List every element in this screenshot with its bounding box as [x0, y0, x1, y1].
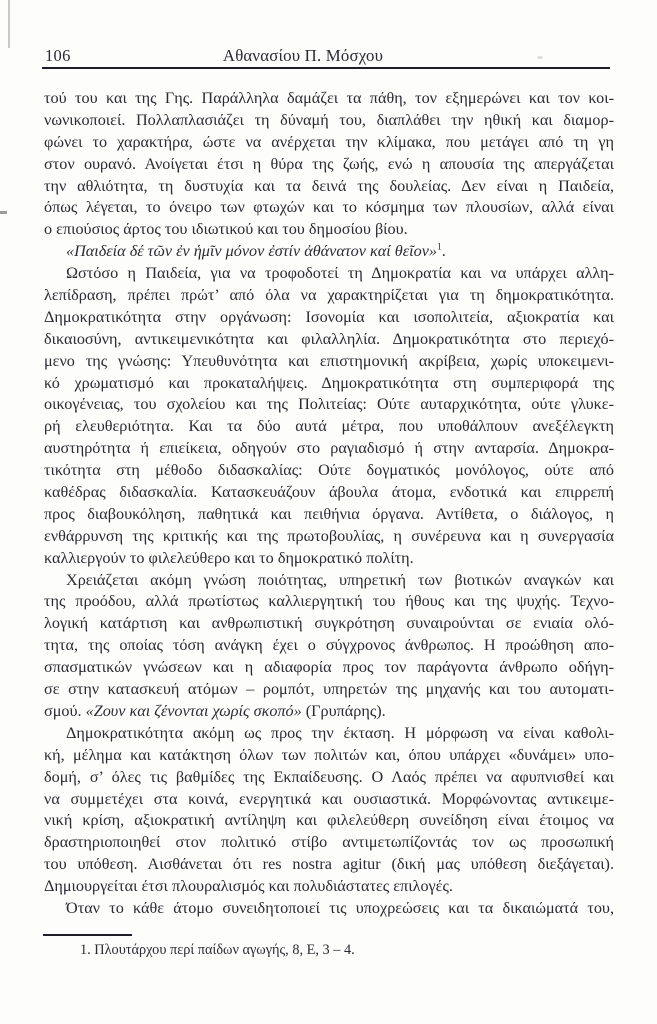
text-line: όπως λέγεται, το όνειρο των φτωχών και το κόσμημα των πλουσίων, αλλά είναι	[44, 198, 614, 217]
footnote: 1. Πλουτάρχου περί παίδων αγωγής, 8, Ε, 3 – 4.	[80, 942, 355, 958]
text-line: Ωστόσο η Παιδεία, για να τροφοδοτεί τη Δημοκρατία και να υπάρχει αλλη-	[66, 264, 614, 283]
text-line: προς διαβουκόληση, παθητικά και πειθήνια όργανα. Αντίθετα, ο διάλογος, η	[44, 504, 614, 523]
text-line: ο επιούσιος άρτος του ιδιωτικού και του δημοσίου βίου.	[44, 220, 408, 239]
text-line: δραστηριοποιηθεί στον πολιτικό στίβο αντιμετωπίζοντάς τον ως προσωπική	[44, 833, 614, 852]
text-line: λογική κατάρτιση και ανθρωπιστική συγκρότηση συναιρούνται σε ενιαία ολό-	[44, 614, 614, 633]
text-line: τητα, της οποίας τόση ανάγκη έχει ο σύγχρονος άνθρωπος. Η προώθηση απο-	[44, 636, 614, 655]
text-line: «Παιδεία δέ τῶν ἐν ἡμῖν μόνον ἐστίν ἀθάνατον καί θεῖον»$^1$.	[66, 242, 446, 261]
text-line: Όταν το κάθε άτομο συνειδητοποιεί τις υποχρεώσεις και τα δικαιώματά του,	[66, 898, 614, 917]
header-rule	[42, 67, 610, 69]
text-line: νική κρίση, αξιοκρατική αντίληψη και φιλελεύθερη συνείδηση είναι έτοιμος να	[44, 811, 614, 830]
text-line: Χρειάζεται ακόμη γνώση ποιότητας, υπηρετική των βιοτικών αναγκών και	[66, 570, 614, 589]
text-line: Δημιουργείται έτσι πλουραλισμός και πολυδιάστατες επιλογές.	[44, 877, 453, 896]
footnote-rule	[43, 934, 132, 936]
text-line: μενο της γνώσης: Υπευθυνότητα και επιστημονική ακρίβεια, χωρίς υποκειμενι-	[44, 351, 614, 370]
body-text	[44, 88, 614, 920]
text-line: στον ουρανό. Ανοίγεται έτσι η θύρα της ζωής, ενώ η απουσία της απεργάζεται	[44, 154, 614, 173]
text-line: σπασματικών γνώσεων και η αδιαφορία προς τον παράγοντα άνθρωπο οδήγη-	[44, 658, 614, 677]
text-line: Δημοκρατικότητα στην οργάνωση: Ισονομία και ισοπολιτεία, αξιοκρατία και	[44, 307, 614, 326]
scan-artifact-line	[8, 0, 10, 48]
text-line: σε στην κατασκευή ατόμων – ρομπότ, υπηρετών της μηχανής και του αυτοματι-	[44, 680, 614, 699]
text-line: του υπόθεση. Αισθάνεται ότι res nostra agitur (δική μας υπόθεση διεξάγεται).	[44, 855, 614, 874]
text-line: τικότητα στη μέθοδο διδασκαλίας: Ούτε δογματικός μονόλογος, ούτε από	[44, 461, 614, 480]
text-line: να συμμετέχει στα κοινά, ενεργητικά και ουσιαστικά. Μορφώνοντας αντικειμε-	[44, 789, 614, 808]
text-line: οικογένειας, του σχολείου και της Πολιτείας: Ούτε αυταρχικότητα, ούτε γλυκε-	[44, 395, 614, 414]
text-line: καλλιεργούν το φιλελεύθερο και το δημοκρατικό πολίτη.	[44, 548, 414, 567]
page-number: 106	[45, 46, 71, 65]
text-line: δομή, σ’ όλες τις βαθμίδες της Εκπαίδευσης. Ο Λαός πρέπει να αφυπνισθεί και	[44, 767, 614, 786]
text-line: φώνει το χαρακτήρα, ώστε να ανέρχεται την κλίμακα, που μετάγει από τη γη	[44, 132, 614, 151]
text-line: κό χρωματισμό και προκαταλήψεις. Δημοκρατικότητα στη συμπεριφορά της	[44, 373, 614, 392]
text-line: αυστηρότητα ή επιείκεια, οδηγούν στο ραγιαδισμό ή στην ανταρσία. Δημοκρα-	[44, 439, 614, 458]
scan-artifact-dash	[0, 211, 7, 214]
text-line: Δημοκρατικότητα ακόμη ως προς την έκταση. Η μόρφωση να είναι καθολι-	[66, 723, 614, 742]
text-line: της προόδου, αλλά πρωτίστως καλλιεργητική του ήθους και της ψυχής. Τεχνο-	[44, 592, 614, 611]
text-line: τού του και της Γης. Παράλληλα δαμάζει τα πάθη, τον εξημερώνει και τον κοι-	[44, 89, 614, 107]
text-line: την αθλιότητα, τη δυστυχία και τα δεινά της δουλείας. Δεν είναι η Παιδεία,	[44, 176, 614, 195]
text-line: νωνικοποιεί. Πολλαπλασιάζει τη δύναμή του, διαπλάθει την ηθική και διαμορ-	[44, 110, 614, 129]
text-line: ενθάρρυνση της κριτικής και της πρωτοβουλίας, η συνέρευνα και η συνεργασία	[44, 526, 614, 545]
text-line: ρή ελευθεριότητα. Και τα δύο αυτά μέτρα, που υποθάλπουν ανεξέλεγκτη	[44, 417, 614, 436]
running-title: Αθανασίου Π. Μόσχου	[222, 46, 384, 65]
text-line: σμού. «Ζουν και ζένονται χωρίς σκοπό» (Γρυπάρης).	[44, 701, 386, 720]
text-line: καθέδρας διδασκαλία. Κατασκευάζουν άβουλα άτομα, ενδοτικά και επιρρεπή	[44, 483, 614, 502]
text-line: δικαιοσύνη, αντικειμενικότητα και φιλαλληλία. Δημοκρατικότητα στο περιεχό-	[44, 329, 614, 348]
footnote-reference: 1	[437, 242, 442, 253]
text-line: κή, μέλημα και κατάκτηση όλων των πολιτών και, όπου υπάρχει «δυνάμει» υπο-	[44, 745, 614, 764]
text-line: λεπίδραση, πρέπει πρώτ’ από όλα να χαρακτηρίζεται για τη δημοκρατικότητα.	[44, 286, 614, 305]
